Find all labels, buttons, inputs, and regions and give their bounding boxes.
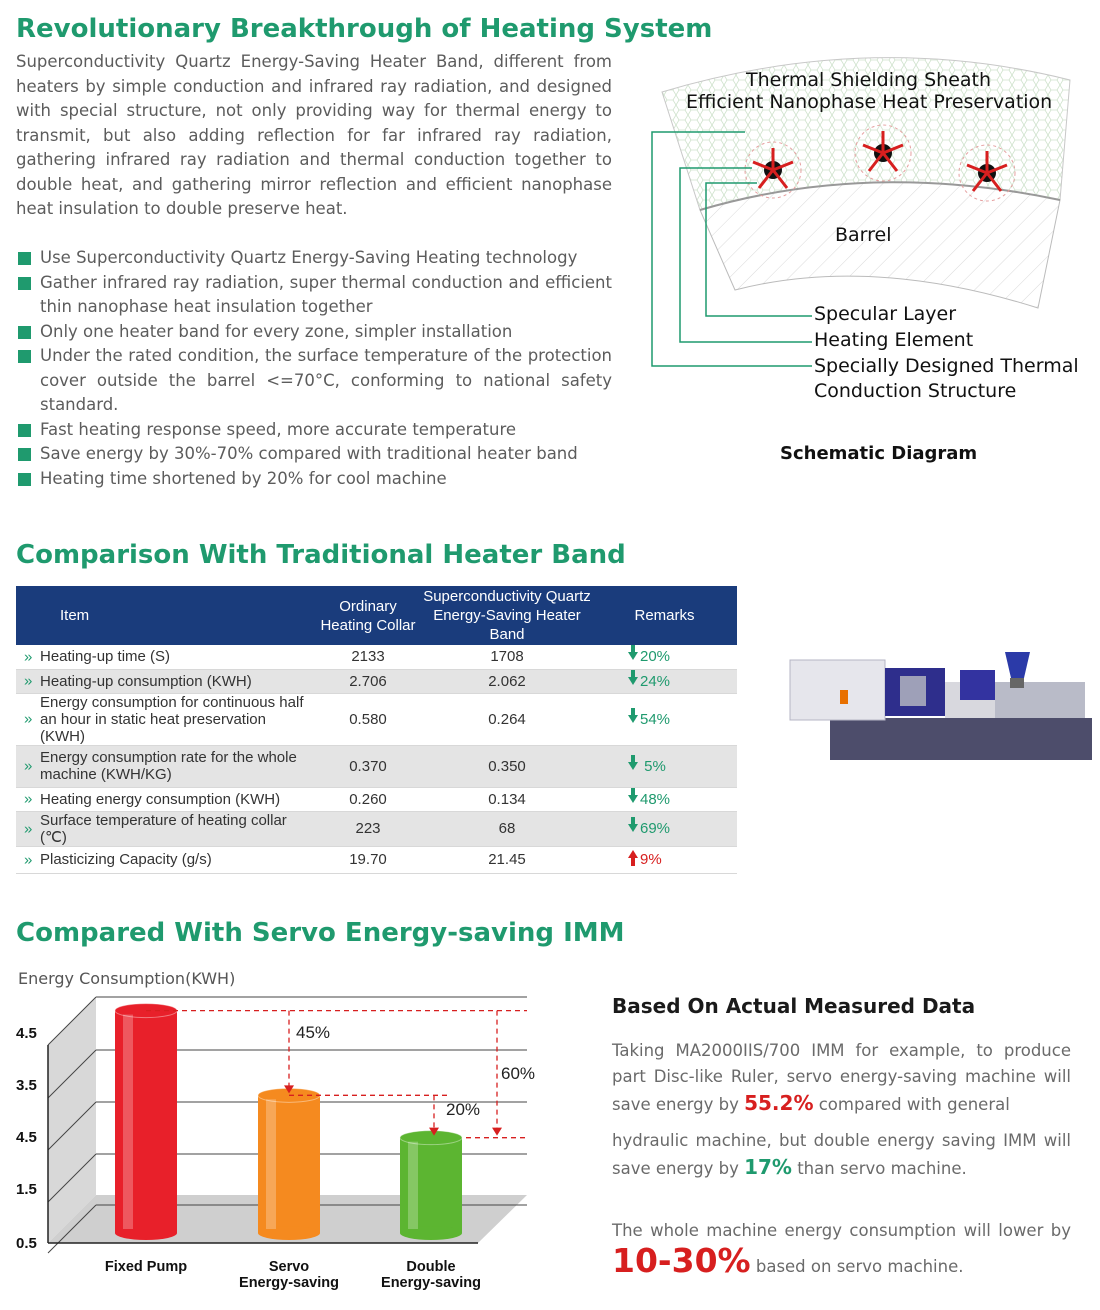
- arrow-down-icon: [628, 677, 638, 685]
- feature-item: Only one heater band for every zone, simpler installation: [16, 320, 612, 345]
- cell-quartz: 0.264: [422, 693, 592, 745]
- arrow-down-icon: [628, 652, 638, 660]
- table-row: [16, 745, 737, 787]
- heater-cross-section-graphic: [640, 50, 1100, 480]
- header-ordinary: Ordinary Heating Collar: [314, 586, 422, 645]
- x-category-label: Double: [406, 1259, 456, 1275]
- measured-data-title: Based On Actual Measured Data: [612, 994, 976, 1018]
- measured-paragraph-1: Taking MA2000IIS/700 IMM for example, to produce part Disc-like Ruler, servo energy-saving machine will save energy by 55.2% compared with general: [612, 1041, 1071, 1115]
- cell-item: » Plasticizing Capacity (g/s): [16, 846, 314, 873]
- table-row: [16, 693, 737, 745]
- chevron-right-icon: »: [24, 648, 33, 666]
- header-quartz: Superconductivity Quartz Energy-Saving Heater Band: [423, 588, 591, 643]
- label-barrel: Barrel: [835, 224, 892, 246]
- schematic-diagram: [640, 50, 1100, 480]
- cell-ordinary: 0.260: [314, 787, 422, 811]
- diagram-caption: Schematic Diagram: [780, 443, 978, 464]
- intro-paragraph: Superconductivity Quartz Energy-Saving Heater Band, different from heaters by simple conduction and infrared ray radiation, and designed with special structure, not only providing way for thermal energy to transmit, but also adding reflection for far infrared ray radiation, gathering infrared ray radiation and thermal conduction together to double heat, and gathering mirror reflection and efficient nanophase heat insulation to double preserve heat.: [16, 52, 612, 218]
- feature-item: Save energy by 30%-70% compared with traditional heater band: [16, 442, 612, 467]
- arrow-up-icon: [628, 850, 638, 858]
- arrow-down-icon: [628, 715, 638, 723]
- measured-paragraph-1b: hydraulic machine, but double energy saving IMM will save energy by 17% than servo machine.: [612, 1131, 1071, 1179]
- cell-remark: 5%: [592, 745, 737, 787]
- square-bullet-icon: [18, 252, 31, 265]
- percent-annotation: 45%: [296, 1023, 331, 1042]
- measured-paragraph-2: The whole machine energy consumption will lower by 10-30% based on servo machine.: [612, 1221, 1071, 1280]
- y-tick-label: 1.5: [16, 1181, 37, 1198]
- square-bullet-icon: [18, 350, 31, 363]
- feature-list: [16, 246, 612, 491]
- table-row: [16, 787, 737, 811]
- cell-item: » Energy consumption rate for the whole machine (KWH/KG): [16, 745, 314, 787]
- label-nanophase: Efficient Nanophase Heat Preservation: [686, 91, 1053, 113]
- saving-17-value: 17%: [744, 1155, 792, 1179]
- section-title-heating: Revolutionary Breakthrough of Heating System: [16, 14, 713, 44]
- cell-remark: 54%: [592, 693, 737, 745]
- section-title-servo: Compared With Servo Energy-saving IMM: [16, 918, 625, 948]
- cell-ordinary: 0.370: [314, 745, 422, 787]
- cell-quartz: 68: [422, 811, 592, 846]
- cell-remark: 69%: [592, 811, 737, 846]
- arrow-down-icon: [628, 795, 638, 803]
- cell-ordinary: 2133: [314, 645, 422, 669]
- feature-item: Fast heating response speed, more accurate temperature: [16, 418, 612, 443]
- cell-remark: 9%: [592, 846, 737, 873]
- cell-remark: 24%: [592, 669, 737, 693]
- cell-item: » Heating energy consumption (KWH): [16, 787, 314, 811]
- cell-item: » Heating-up time (S): [16, 645, 314, 669]
- cell-quartz: 0.134: [422, 787, 592, 811]
- saving-10-30-value: 10-30%: [612, 1241, 751, 1280]
- cell-remark: 48%: [592, 787, 737, 811]
- label-thermal-structure-1: Specially Designed Thermal: [814, 355, 1079, 377]
- cell-ordinary: 19.70: [314, 846, 422, 873]
- bar-highlight: [408, 1142, 418, 1229]
- y-tick-label: 4.5: [16, 1025, 37, 1042]
- cell-remark: 20%: [592, 645, 737, 669]
- cell-item: » Energy consumption for continuous half an hour in static heat preservation (KWH): [16, 693, 314, 745]
- feature-item: Heating time shortened by 20% for cool machine: [16, 467, 612, 492]
- bar-highlight: [266, 1099, 276, 1229]
- y-tick-label: 0.5: [16, 1235, 37, 1252]
- label-heating-element: Heating Element: [814, 329, 974, 351]
- arrow-down-icon: [628, 762, 638, 770]
- feature-item: Under the rated condition, the surface temperature of the protection cover outside the barrel <=70°C, conforming to national safety standard.: [16, 344, 612, 418]
- saving-55-value: 55.2%: [744, 1091, 814, 1115]
- square-bullet-icon: [18, 277, 31, 290]
- percent-annotation: 60%: [501, 1064, 536, 1083]
- comparison-table: [16, 586, 737, 874]
- y-tick-label: 3.5: [16, 1077, 37, 1094]
- table-row: [16, 669, 737, 693]
- y-axis-label: Energy Consumption(KWH): [18, 969, 236, 988]
- feature-item: Use Superconductivity Quartz Energy-Saving Heating technology: [16, 246, 612, 271]
- chevron-right-icon: »: [24, 820, 33, 837]
- cell-quartz: 2.062: [422, 669, 592, 693]
- cell-item: » Surface temperature of heating collar (℃): [16, 811, 314, 846]
- cell-ordinary: 2.706: [314, 669, 422, 693]
- cell-quartz: 21.45: [422, 846, 592, 873]
- label-specular-layer: Specular Layer: [814, 303, 957, 325]
- table-row: [16, 811, 737, 846]
- cell-ordinary: 0.580: [314, 693, 422, 745]
- square-bullet-icon: [18, 424, 31, 437]
- cell-quartz: 0.350: [422, 745, 592, 787]
- table-row: [16, 645, 737, 669]
- x-category-label: Fixed Pump: [104, 1259, 188, 1275]
- arrow-down-icon: [628, 824, 638, 832]
- x-category-label: Energy-saving: [381, 1275, 481, 1291]
- x-category-label: Energy-saving: [239, 1275, 339, 1291]
- header-item: Item: [16, 586, 314, 645]
- square-bullet-icon: [18, 448, 31, 461]
- y-tick-label: 4.5: [16, 1129, 37, 1146]
- arrow-down-icon: [492, 1128, 502, 1136]
- label-thermal-structure-2: Conduction Structure: [814, 380, 1017, 402]
- chevron-right-icon: »: [24, 757, 33, 775]
- bar-highlight: [123, 1015, 133, 1229]
- header-remarks: Remarks: [592, 586, 737, 645]
- cell-quartz: 1708: [422, 645, 592, 669]
- cell-ordinary: 223: [314, 811, 422, 846]
- table-header-row: [16, 586, 737, 645]
- injection-molding-machine-image: [780, 640, 1095, 770]
- table-row: [16, 846, 737, 873]
- chevron-right-icon: »: [24, 851, 33, 868]
- cell-item: » Heating-up consumption (KWH): [16, 669, 314, 693]
- feature-item: Gather infrared ray radiation, super thermal conduction and efficient thin nanophase heat insulation together: [16, 271, 612, 320]
- x-category-label: Servo: [268, 1259, 310, 1275]
- percent-annotation: 20%: [446, 1100, 481, 1119]
- section-title-comparison: Comparison With Traditional Heater Band: [16, 540, 626, 570]
- chevron-right-icon: »: [24, 672, 33, 690]
- label-thermal-shielding: Thermal Shielding Sheath: [746, 69, 992, 91]
- energy-bar-chart: [0, 960, 560, 1300]
- chevron-right-icon: »: [24, 710, 33, 728]
- square-bullet-icon: [18, 473, 31, 486]
- square-bullet-icon: [18, 326, 31, 339]
- chevron-right-icon: »: [24, 790, 33, 808]
